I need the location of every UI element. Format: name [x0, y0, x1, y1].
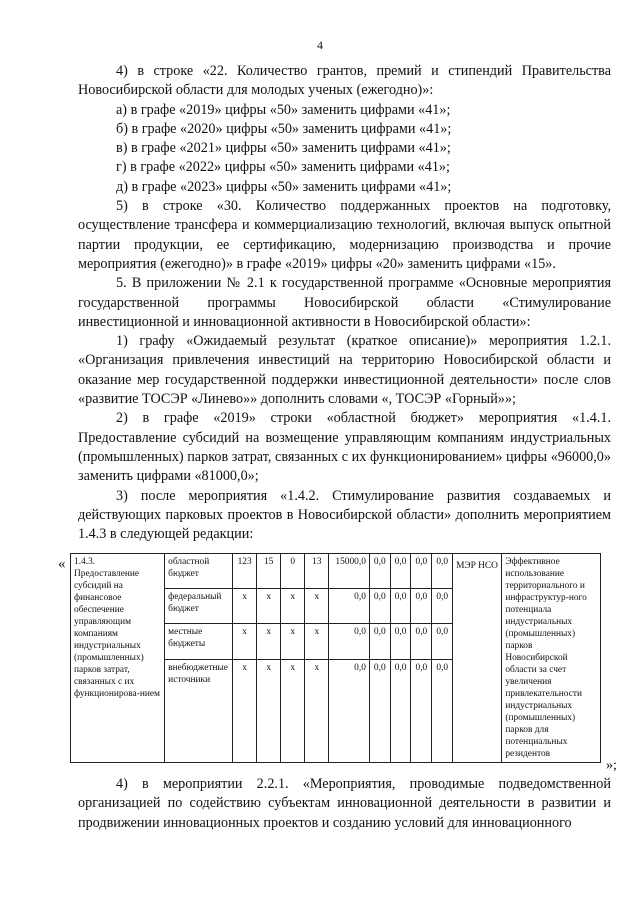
value-cell: x	[305, 589, 329, 624]
value-cell: 0,0	[369, 659, 390, 762]
amendment-1-2-1: 1) графу «Ожидаемый результат (краткое описание)» мероприятия 1.2.1. «Организация привлечения инвестиций на территорию Новосибирской области и оказание мер государственной поддержки инвестиционной деятельности» после слов «развитие ТОСЭР «Линево»» дополнить словами «, ТОСЭР «Горный»»;	[78, 333, 611, 408]
value-cell: x	[257, 624, 281, 659]
value-cell: 0,0	[369, 554, 390, 589]
section-5-heading: 5. В приложении № 2.1 к государственной программе «Основные мероприятия государственной программы Новосибирской области «Стимулирование инвестиционной и инновационной активности в Новосибирской области»:	[78, 275, 611, 330]
closing-quote: »;	[606, 758, 617, 773]
value-cell: 0,0	[369, 589, 390, 624]
page-number: 4	[317, 38, 323, 52]
value-cell: 15000,0	[329, 554, 370, 589]
expected-result-cell: Эффективное использование территориального и инфраструктур-ного потенциала индустриальных (промышленных) парков Новосибирской области за счет увеличения привлекательности индустриальных (промышленных) парков для потенциальных резидентов	[502, 554, 601, 763]
amendment-1-4-1: 2) в графе «2019» строки «областной бюджет» мероприятия «1.4.1. Предоставление субсидий на возмещение управляющим компаниям индустриальных (промышленных) парков затрат, связанных с их функционированием» цифры «96000,0» заменить цифрами «81000,0»;	[78, 410, 611, 485]
sub-item-a: а) в графе «2019» цифры «50» заменить цифрами «41»;	[116, 101, 451, 118]
amendment-item-30: 5) в строке «30. Количество поддержанных проектов на подготовку, осуществление трансфера и коммерциализацию технологий, включая выпуск опытной партии продукции, ее сертификацию, модернизацию производства и прочие мероприятия (ежегодно)» в графе «2019» цифры «20» заменить цифрами «15».	[78, 198, 611, 272]
amendments-text-top	[78, 62, 611, 544]
value-cell: 0,0	[411, 554, 432, 589]
value-cell: x	[233, 589, 257, 624]
executor-cell: МЭР НСО	[453, 554, 502, 763]
amendment-item-22: 4) в строке «22. Количество грантов, премий и стипендий Правительства Новосибирской области для молодых ученых (ежегодно)»:	[78, 63, 611, 99]
value-cell: 13	[305, 554, 329, 589]
value-cell: 0,0	[432, 659, 453, 762]
amendments-text-bottom	[78, 775, 611, 833]
value-cell: 0,0	[411, 589, 432, 624]
value-cell: x	[257, 589, 281, 624]
source-cell: областной бюджет	[165, 554, 233, 589]
source-cell: федеральный бюджет	[165, 589, 233, 624]
sub-item-g: г) в графе «2022» цифры «50» заменить цифрами «41»;	[116, 159, 450, 176]
amendment-1-4-3-intro: 3) после мероприятия «1.4.2. Стимулирование развития создаваемых и действующих парковых проектов в Новосибирской области» дополнить мероприятием 1.4.3 в следующей редакции:	[78, 487, 611, 543]
value-cell: 0,0	[411, 624, 432, 659]
amendment-2-2-1: 4) в мероприятии 2.2.1. «Мероприятия, проводимые подведомственной организацией по содействию субъектам инновационной деятельности в развитии и продвижении инновационных проектов и созданию условий для инновационного	[78, 776, 611, 831]
value-cell: 0,0	[390, 624, 411, 659]
opening-quote: «	[58, 556, 66, 572]
value-cell: 0,0	[432, 624, 453, 659]
value-cell: 0,0	[329, 659, 370, 762]
value-cell: 0,0	[329, 589, 370, 624]
table-row	[71, 554, 601, 589]
value-cell: 123	[233, 554, 257, 589]
value-cell: 0,0	[432, 589, 453, 624]
sub-item-b: б) в графе «2020» цифры «50» заменить цифрами «41»;	[116, 120, 452, 137]
value-cell: x	[281, 659, 305, 762]
value-cell: x	[233, 659, 257, 762]
measure-1-4-3-table	[70, 553, 601, 763]
value-cell: x	[233, 624, 257, 659]
source-cell: местные бюджеты	[165, 624, 233, 659]
value-cell: 0,0	[390, 554, 411, 589]
value-cell: x	[281, 589, 305, 624]
value-cell: x	[305, 624, 329, 659]
value-cell: 0,0	[411, 659, 432, 762]
value-cell: 0,0	[432, 554, 453, 589]
value-cell: 0,0	[329, 624, 370, 659]
value-cell: x	[305, 659, 329, 762]
value-cell: 0,0	[369, 624, 390, 659]
measure-name-cell: 1.4.3. Предоставление субсидий на финансовое обеспечение управляющим компаниям индустриальных (промышленных) парков затрат, связанных с их функционирова-нием	[71, 554, 165, 763]
source-cell: внебюджетные источники	[165, 659, 233, 762]
value-cell: 15	[257, 554, 281, 589]
value-cell: 0	[281, 554, 305, 589]
sub-item-d: д) в графе «2023» цифры «50» заменить цифрами «41»;	[116, 178, 452, 195]
value-cell: 0,0	[390, 659, 411, 762]
value-cell: 0,0	[390, 589, 411, 624]
sub-item-v: в) в графе «2021» цифры «50» заменить цифрами «41»;	[116, 140, 451, 157]
value-cell: x	[257, 659, 281, 762]
value-cell: x	[281, 624, 305, 659]
